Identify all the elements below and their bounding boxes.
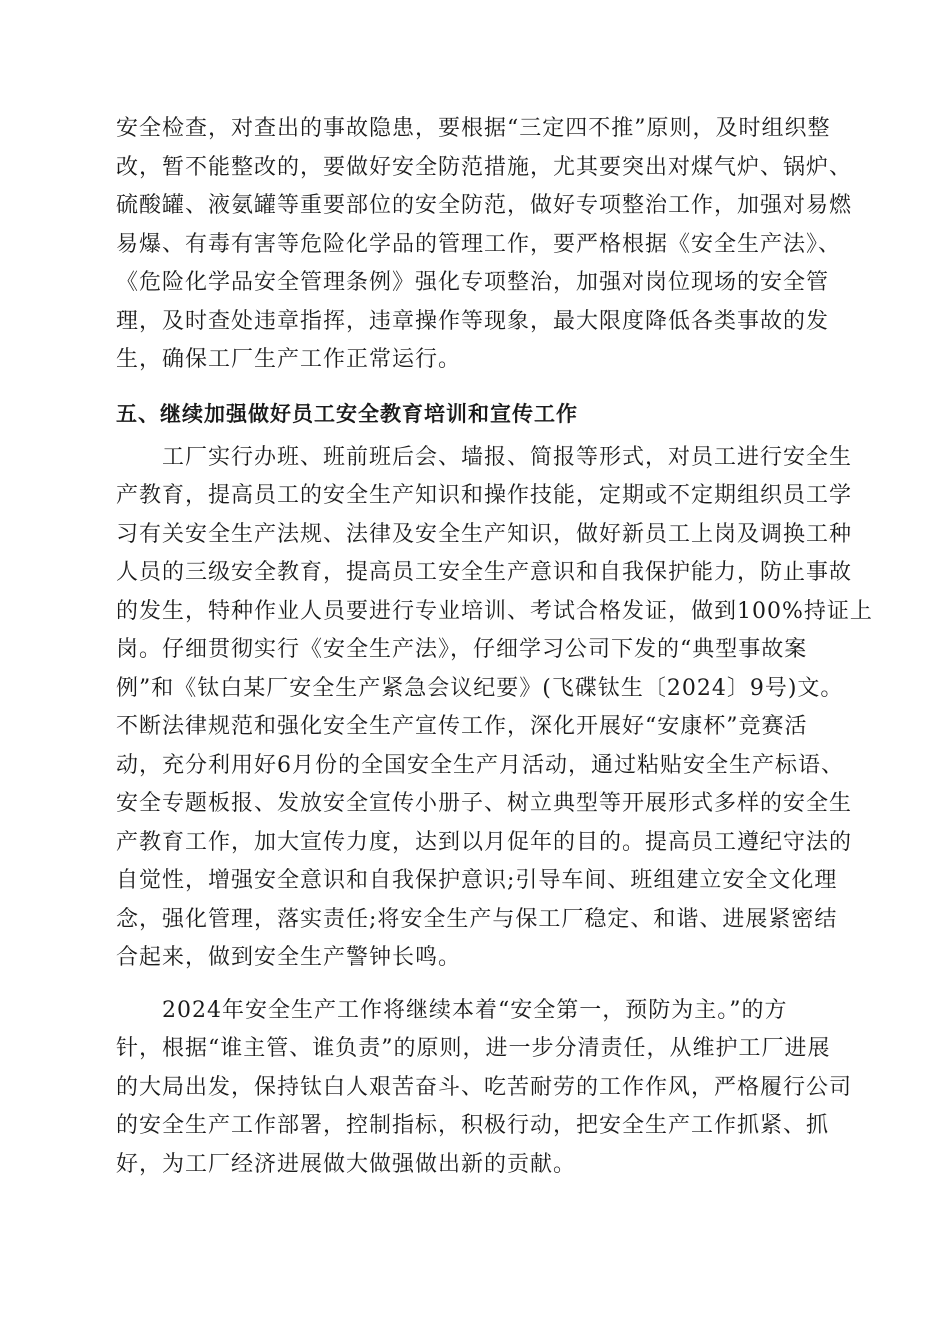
text-line: 2024年安全生产工作将继续本着“安全第一，预防为主。”的方 xyxy=(116,997,788,1023)
text-line: 合起来，做到安全生产警钟长鸣。 xyxy=(116,945,462,970)
text-line: 动，充分利用好6月份的全国安全生产月活动，通过粘贴安全生产标语、 xyxy=(116,752,844,778)
text-line: 《危险化学品安全管理条例》强化专项整治，加强对岗位现场的安全管 xyxy=(116,270,830,295)
text-line: 岗。仔细贯彻实行《安全生产法》，仔细学习公司下发的“典型事故案 xyxy=(116,637,808,662)
document-page xyxy=(116,110,873,1184)
text-line: 安全检查，对查出的事故隐患，要根据“三定四不推”原则，及时组织整 xyxy=(116,116,831,141)
text-line: 产教育，提高员工的安全生产知识和操作技能，定期或不定期组织员工学 xyxy=(116,483,853,508)
text-line: 硫酸罐、液氨罐等重要部位的安全防范，做好专项整治工作，加强对易燃 xyxy=(116,193,853,218)
text-line: 易爆、有毒有害等危险化学品的管理工作，要严格根据《安全生产法》、 xyxy=(116,231,842,257)
paragraph-education-training xyxy=(116,439,873,978)
text-line: 理，及时查处违章指挥，违章操作等现象，最大限度降低各类事故的发 xyxy=(116,308,830,334)
text-line: 针，根据“谁主管、谁负责”的原则，进一步分清责任，从维护工厂进展 xyxy=(116,1036,831,1061)
text-line: 的大局出发，保持钛白人艰苦奋斗、吃苦耐劳的工作作风，严格履行公司 xyxy=(116,1074,853,1100)
text-line: 念，强化管理，落实责任;将安全生产与保工厂稳定、和谐、进展紧密结 xyxy=(116,906,838,932)
text-line: 的发生，特种作业人员要进行专业培训、考试合格发证，做到100%持证上 xyxy=(116,598,873,624)
text-line: 好，为工厂经济进展做大做强做出新的贡献。 xyxy=(116,1151,577,1177)
text-line: 人员的三级安全教育，提高员工安全生产意识和自我保护能力，防止事故 xyxy=(116,560,853,585)
section-heading: 五、继续加强做好员工安全教育培训和宣传工作 xyxy=(116,401,578,426)
text-line: 安全专题板报、发放安全宣传小册子、树立典型等开展形式多样的安全生 xyxy=(116,791,853,816)
text-line: 不断法律规范和强化安全生产宣传工作，深化开展好“安康杯”竞赛活 xyxy=(116,714,808,739)
text-line: 改，暂不能整改的，要做好安全防范措施，尤其要突出对煤气炉、锅炉、 xyxy=(116,154,853,180)
text-line: 的安全生产工作部署，控制指标，积极行动，把安全生产工作抓紧、抓 xyxy=(116,1113,830,1138)
text-line: 工厂实行办班、班前班后会、墙报、简报等形式，对员工进行安全生 xyxy=(116,444,853,470)
paragraph-safety-inspection xyxy=(116,110,853,380)
text-line: 例”和《钛白某厂安全生产紧急会议纪要》(飞碟钛生〔2024〕9号)文。 xyxy=(116,675,844,701)
text-line: 产教育工作，加大宣传力度，达到以月促年的目的。提高员工遵纪守法的 xyxy=(116,829,853,855)
paragraph-spacer xyxy=(116,978,836,992)
text-line: 习有关安全生产法规、法律及安全生产知识，做好新员工上岗及调换工种 xyxy=(116,521,853,547)
text-line: 自觉性，增强安全意识和自我保护意识;引导车间、班组建立安全文化理 xyxy=(116,868,838,893)
text-line: 生，确保工厂生产工作正常运行。 xyxy=(116,347,462,372)
paragraph-2024-outlook xyxy=(116,992,853,1185)
